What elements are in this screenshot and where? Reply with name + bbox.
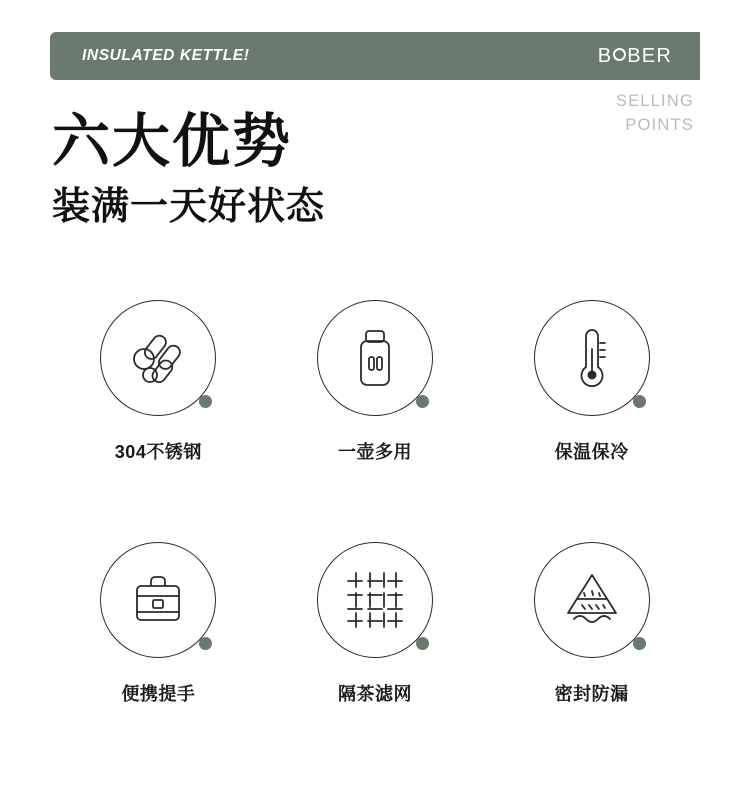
page-title: 六大优势 xyxy=(52,109,293,174)
brand-prefix: B xyxy=(597,44,613,67)
feature-icon-wrap xyxy=(534,300,650,416)
thermometer-icon xyxy=(570,325,614,391)
accent-dot xyxy=(199,395,212,408)
feature-label: 隔茶滤网 xyxy=(337,684,412,704)
brand-circle-icon xyxy=(613,48,626,61)
feature-item-steel xyxy=(50,300,267,464)
feature-icon-wrap xyxy=(317,300,433,416)
feature-grid xyxy=(50,300,700,706)
feature-icon-wrap xyxy=(534,542,650,658)
feature-item-handle xyxy=(50,542,267,706)
brand-logo xyxy=(598,45,672,68)
feature-icon-wrap xyxy=(317,542,433,658)
accent-dot xyxy=(199,637,212,650)
feature-item-filter xyxy=(267,542,484,706)
feature-icon-wrap xyxy=(100,300,216,416)
feature-circle xyxy=(534,300,650,416)
accent-dot xyxy=(633,395,646,408)
feature-item-multiuse xyxy=(267,300,484,464)
feature-icon-wrap xyxy=(100,542,216,658)
feature-label: 一壶多用 xyxy=(337,442,412,462)
header-title: INSULATED KETTLE! xyxy=(82,47,250,64)
accent-dot xyxy=(633,637,646,650)
feature-label: 便携提手 xyxy=(121,684,196,704)
kettle-bottle-icon xyxy=(350,327,400,389)
page-subtitle: 装满一天好状态 xyxy=(52,185,326,228)
selling-points-label xyxy=(616,90,694,138)
selling-points-line1: SELLING xyxy=(615,92,694,110)
selling-points-line2: POINTS xyxy=(625,115,694,134)
feature-label: 密封防漏 xyxy=(554,684,629,704)
accent-dot xyxy=(416,395,429,408)
header-bar xyxy=(50,32,700,80)
feature-label: 304不锈钢 xyxy=(114,442,202,462)
feature-item-leakproof xyxy=(483,542,700,706)
brand-suffix: BER xyxy=(627,44,672,67)
accent-dot xyxy=(416,637,429,650)
feature-item-thermal xyxy=(483,300,700,464)
handle-case-icon xyxy=(128,572,188,628)
headline-block xyxy=(52,109,700,229)
feature-label: 保温保冷 xyxy=(554,442,629,462)
feature-circle xyxy=(534,542,650,658)
steel-pellets-icon xyxy=(123,328,193,388)
tea-filter-mesh-icon xyxy=(342,567,408,633)
leak-proof-drop-icon xyxy=(558,569,626,631)
